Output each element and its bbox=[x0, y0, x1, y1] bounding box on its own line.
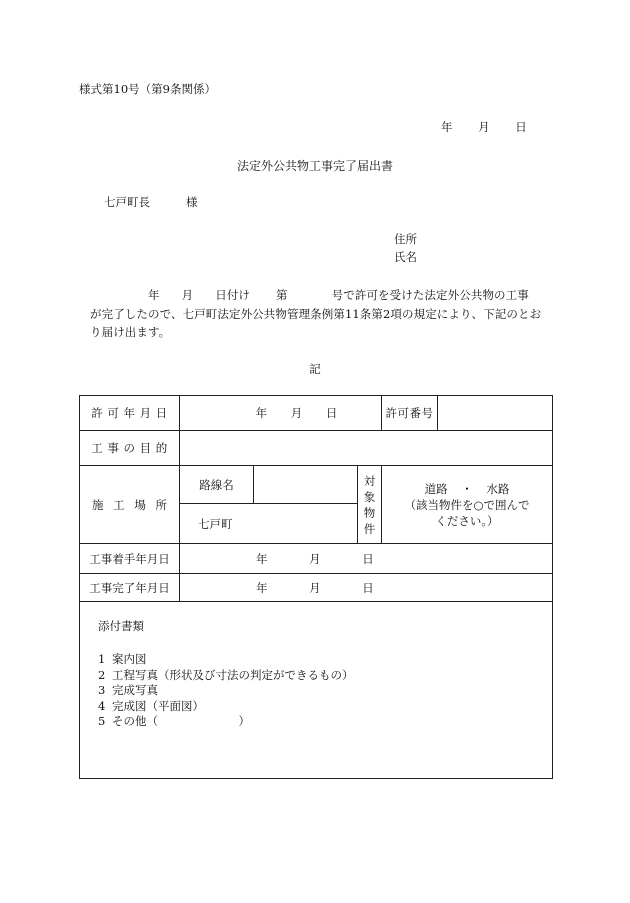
object-label: 対 象 物 件 bbox=[358, 466, 382, 544]
attachment-item bbox=[98, 668, 552, 684]
site-town[interactable]: 七戸町 bbox=[180, 504, 358, 544]
permit-date-label: 許 可 年 月 日 bbox=[80, 396, 180, 431]
attachment-number: 4 bbox=[98, 698, 106, 713]
route-label: 路線名 bbox=[180, 466, 254, 504]
object-note-2: ください。） bbox=[435, 513, 499, 528]
attachments-list bbox=[98, 652, 552, 730]
start-date-value[interactable]: 年 月 日 bbox=[180, 544, 553, 574]
body-line-2: が完了したので、七戸町法定外公共物管理条例第11条第2項の規定により、下記のとお bbox=[90, 306, 542, 321]
body-line-3: り届け出ます。 bbox=[90, 325, 171, 339]
body-day: 日付け bbox=[215, 288, 251, 302]
row-attachments bbox=[80, 602, 553, 779]
attachment-text: その他（ ） bbox=[112, 714, 250, 728]
body-line-1 bbox=[90, 286, 550, 305]
attachment-text: 工程写真（形状及び寸法の判定ができるもの） bbox=[112, 667, 354, 682]
recipient bbox=[104, 194, 198, 210]
attachment-text: 完成図（平面図） bbox=[112, 698, 204, 713]
site-label: 施 工 場 所 bbox=[80, 466, 180, 544]
document-title: 法定外公共物工事完了届出書 bbox=[236, 159, 393, 173]
attachment-item bbox=[98, 714, 552, 730]
body-month: 月 bbox=[181, 288, 194, 302]
attachment-item bbox=[98, 699, 552, 715]
row-permit-date bbox=[80, 396, 553, 431]
attachment-number: 3 bbox=[98, 683, 106, 697]
object-note-1: （該当物件を○で囲んで bbox=[404, 497, 530, 512]
attachment-number: 1 bbox=[98, 652, 106, 666]
attachment-item bbox=[98, 683, 552, 699]
name-label: 氏名 bbox=[394, 250, 417, 264]
recipient-name: 七戸町長 bbox=[104, 195, 150, 209]
recipient-honorific: 様 bbox=[186, 195, 198, 209]
row-start bbox=[80, 544, 553, 574]
permit-no-label: 許可番号 bbox=[382, 396, 438, 431]
form-table bbox=[79, 395, 553, 779]
attachment-text: 案内図 bbox=[112, 652, 147, 666]
attachment-item bbox=[98, 652, 552, 668]
body-text bbox=[90, 286, 550, 342]
start-date-label: 工事着手年月日 bbox=[80, 544, 180, 574]
permit-date-value[interactable]: 年 月 日 bbox=[180, 396, 382, 431]
route-value[interactable] bbox=[254, 466, 358, 504]
body-year: 年 bbox=[148, 288, 160, 302]
attachments-heading: 添付書類 bbox=[98, 619, 144, 633]
address-label: 住所 bbox=[394, 232, 417, 246]
ki-heading: 記 bbox=[309, 362, 321, 376]
row-purpose bbox=[80, 431, 553, 466]
end-date-label: 工事完了年月日 bbox=[80, 574, 180, 602]
attachment-number: 2 bbox=[98, 667, 106, 682]
attachment-number: 5 bbox=[98, 714, 106, 728]
body-dai: 第 bbox=[276, 288, 288, 302]
attachment-text: 完成写真 bbox=[112, 683, 158, 697]
row-end bbox=[80, 574, 553, 602]
object-choice[interactable] bbox=[382, 466, 553, 544]
attachments-cell bbox=[80, 602, 553, 779]
form-id: 様式第10号（第9条関係） bbox=[79, 82, 216, 96]
end-date-value[interactable]: 年 月 日 bbox=[180, 574, 553, 602]
purpose-value[interactable] bbox=[180, 431, 553, 466]
body-text-1: 号で許可を受けた法定外公共物の工事 bbox=[331, 288, 529, 302]
submission-date: 年 月 日 bbox=[441, 120, 527, 134]
permit-no-value[interactable] bbox=[438, 396, 553, 431]
purpose-label: 工 事 の 目 的 bbox=[80, 431, 180, 466]
road-water-option[interactable]: 道路 ・ 水路 bbox=[424, 481, 510, 496]
row-site-route bbox=[80, 466, 553, 504]
